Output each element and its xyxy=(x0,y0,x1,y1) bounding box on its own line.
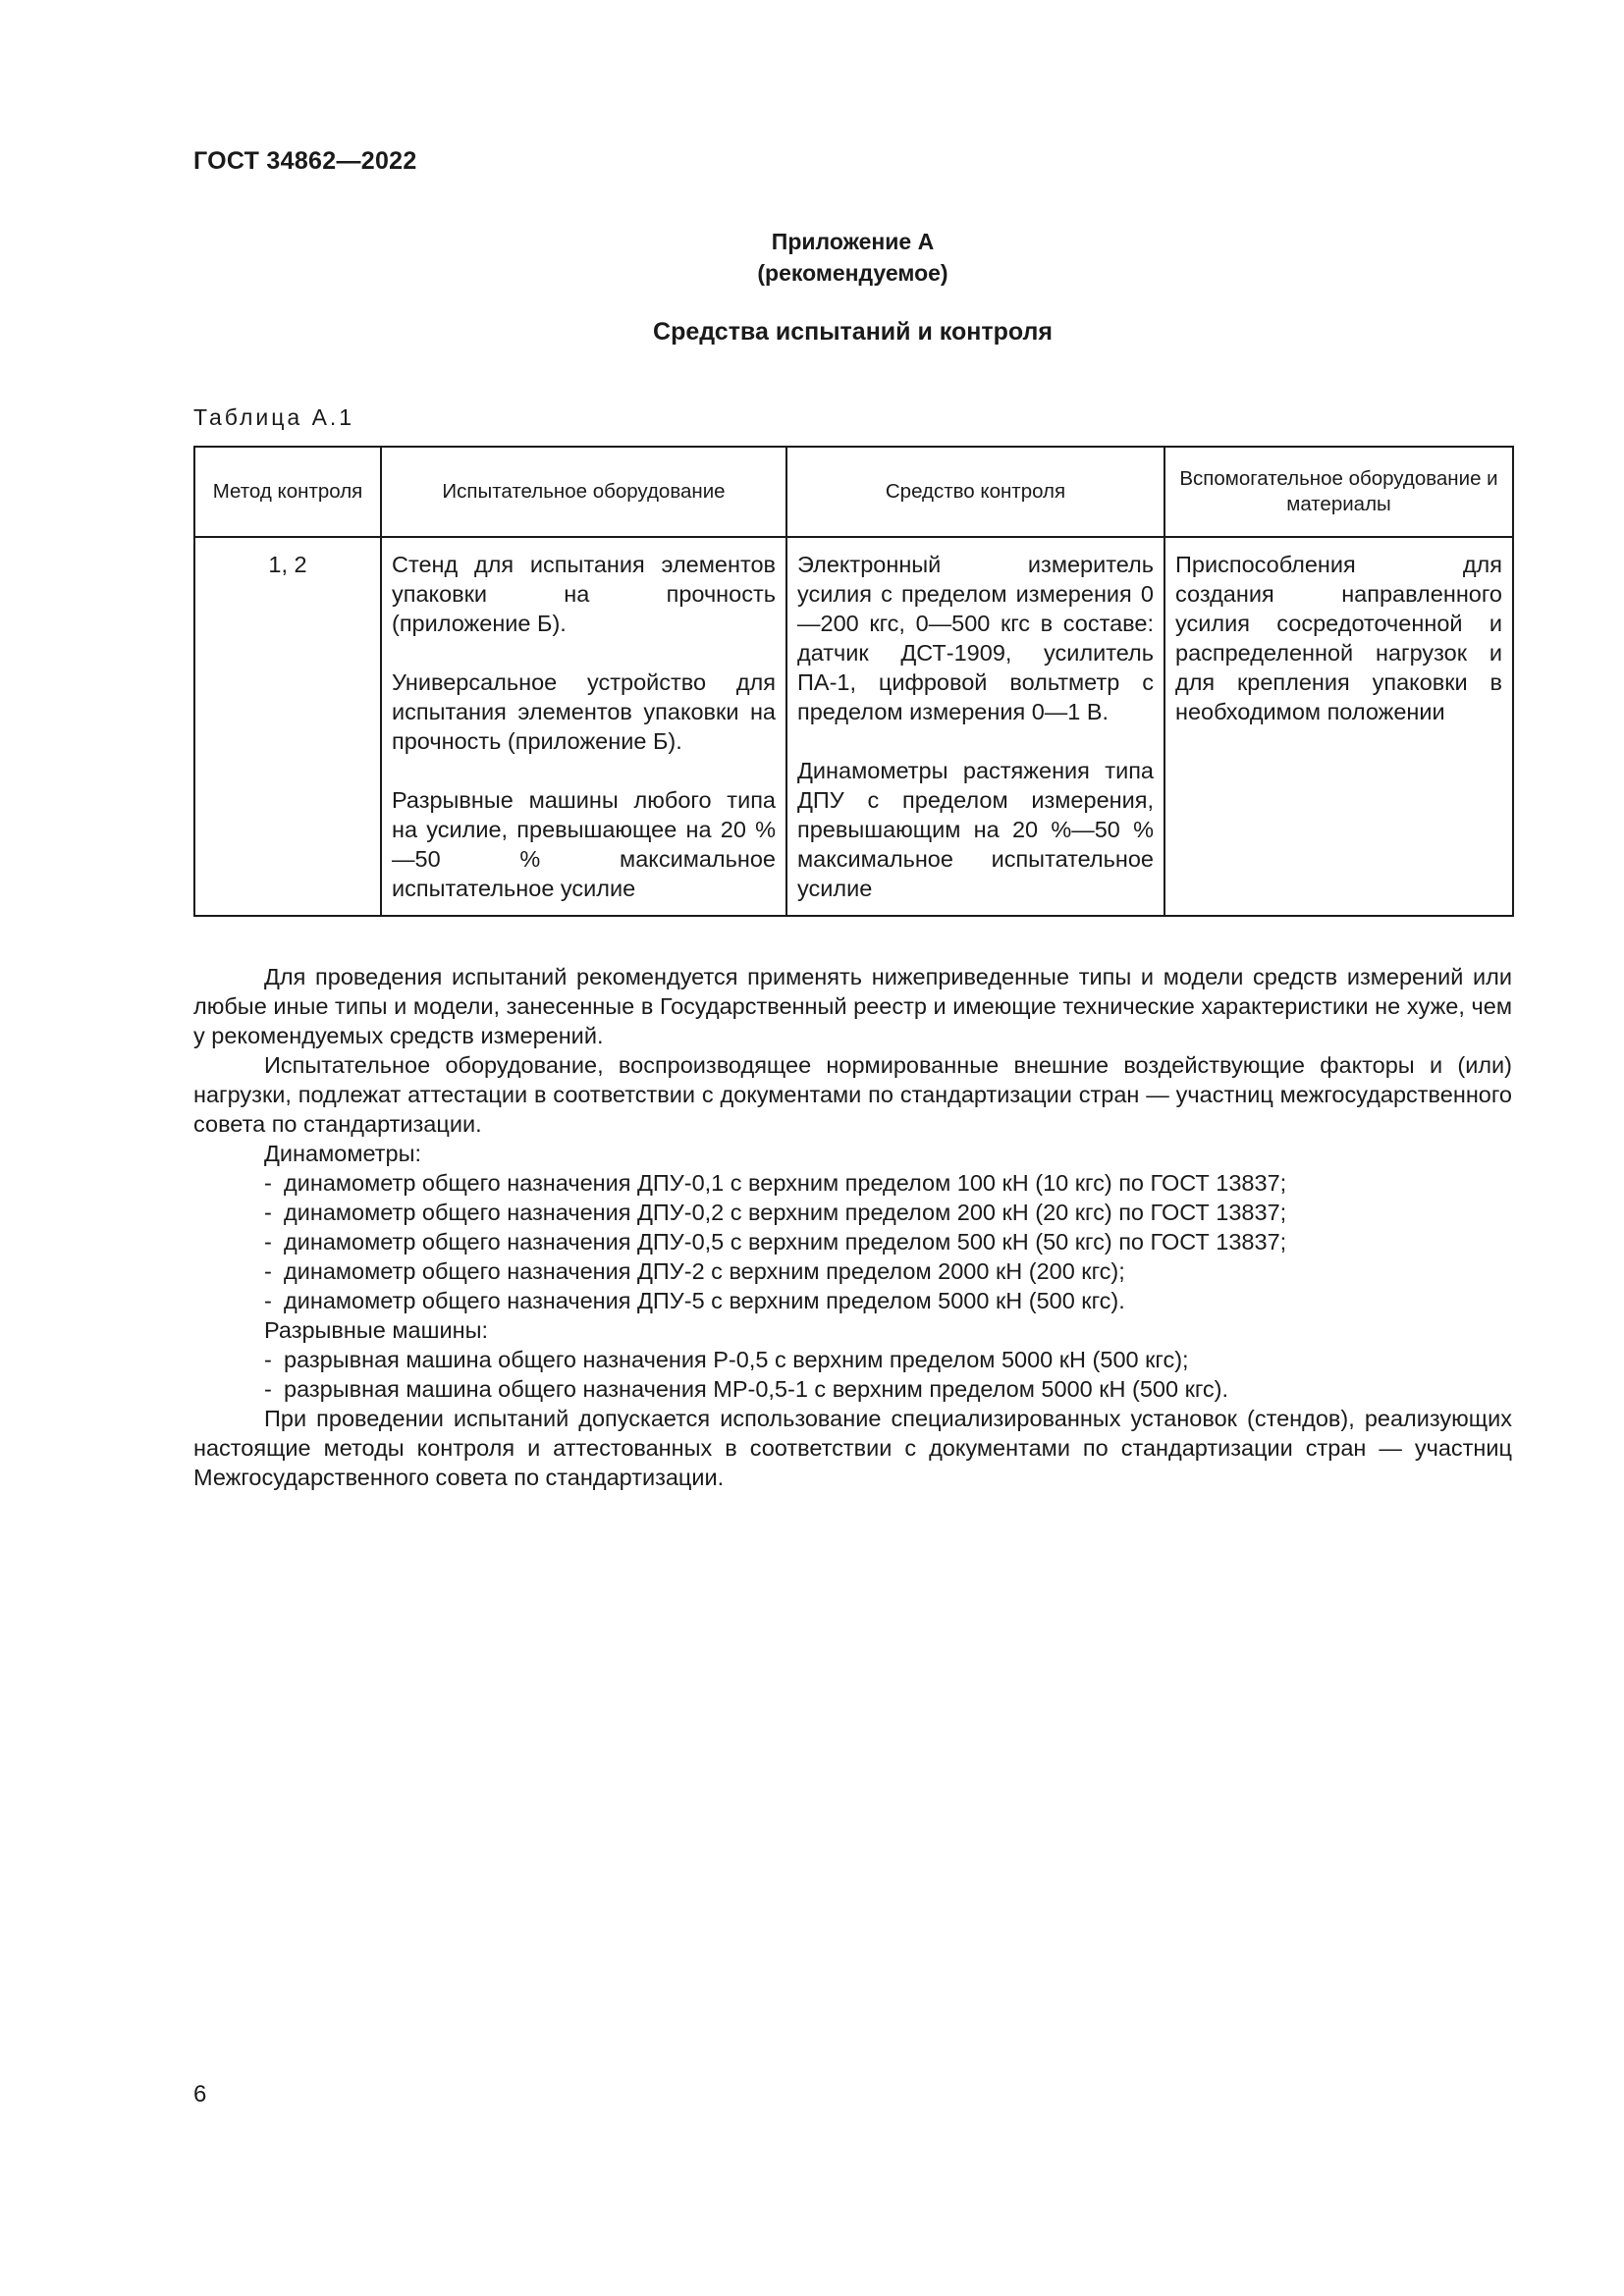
list-item xyxy=(193,1256,1512,1286)
equipment-item: Стенд для испытания элементов упаковки на прочность (приложение Б). xyxy=(392,552,776,636)
list-item xyxy=(193,1374,1512,1404)
section-title: Средства испытаний и контроля xyxy=(653,318,1053,346)
list-item xyxy=(193,1168,1512,1198)
equipment-table xyxy=(193,446,1514,917)
list-item xyxy=(193,1227,1512,1256)
machine-item: разрывная машина общего назначения МР-0,5-1 с верхним пределом 5000 кН (500 кгс). xyxy=(284,1376,1229,1402)
page-number: 6 xyxy=(193,2081,207,2108)
appendix-subtitle: (рекомендуемое) xyxy=(757,260,948,286)
header-control: Средство контроля xyxy=(786,447,1164,537)
cell-auxiliary xyxy=(1164,537,1513,916)
dynamometer-item: динамометр общего назначения ДПУ-0,5 с верхним пределом 500 кН (50 кгс) по ГОСТ 13837; xyxy=(284,1229,1287,1255)
machines-heading: Разрывные машины: xyxy=(264,1317,488,1343)
dash-marker: - xyxy=(264,1229,272,1255)
dash-marker: - xyxy=(264,1347,272,1372)
dash-marker: - xyxy=(264,1288,272,1313)
cell-method: 1, 2 xyxy=(194,537,381,916)
document-id-header: ГОСТ 34862—2022 xyxy=(193,147,417,175)
list-item xyxy=(193,1198,1512,1227)
list-item xyxy=(193,1345,1512,1374)
equipment-item: Универсальное устройство для испытания элементов упаковки на прочность (приложение Б). xyxy=(392,669,776,754)
header-equipment: Испытательное оборудование xyxy=(381,447,786,537)
dynamometer-item: динамометр общего назначения ДПУ-0,1 с верхним пределом 100 кН (10 кгс) по ГОСТ 13837; xyxy=(284,1170,1287,1196)
table-row xyxy=(194,537,1513,916)
cell-equipment xyxy=(381,537,786,916)
control-item: Динамометры растяжения типа ДПУ с пределом измерения, превышающим на 20 %—50 % максимальное испытательное усилие xyxy=(797,758,1154,901)
appendix-title: Приложение А xyxy=(771,229,935,254)
table-label: Таблица А.1 xyxy=(193,404,355,430)
list-item xyxy=(193,1286,1512,1315)
table-header-row xyxy=(194,447,1513,537)
header-method: Метод контроля xyxy=(194,447,381,537)
paragraph-certification: Испытательное оборудование, воспроизводящее нормированные внешние воздействующие факторы и (или) нагрузки, подлежат аттестации в соответствии с документами по стандартизации стран — участниц межгосударственного совета по стандартизации. xyxy=(193,1052,1512,1137)
dash-marker: - xyxy=(264,1376,272,1402)
control-item: Электронный измеритель усилия с пределом измерения 0—200 кгс, 0—500 кгс в составе: датчик ДСТ-1909, усилитель ПА-1, цифровой вольтметр с пределом измерения 0—1 В. xyxy=(797,552,1154,724)
cell-control xyxy=(786,537,1164,916)
auxiliary-item: Приспособления для создания направленного усилия сосредоточенной и распределенной нагрузок и для крепления упаковки в необходимом положении xyxy=(1175,552,1502,724)
body-text xyxy=(193,962,1512,1492)
dynamometer-item: динамометр общего назначения ДПУ-5 с верхним пределом 5000 кН (500 кгс). xyxy=(284,1288,1125,1313)
dynamometer-item: динамометр общего назначения ДПУ-0,2 с верхним пределом 200 кН (20 кгс) по ГОСТ 13837; xyxy=(284,1200,1287,1225)
dash-marker: - xyxy=(264,1258,272,1284)
paragraph-specialized-installations: При проведении испытаний допускается использование специализированных установок (стендов), реализующих настоящие методы контроля и аттестованных в соответствии с документами по стандартизации стран — участниц Межгосударственного совета по стандартизации. xyxy=(193,1406,1512,1490)
dynamometer-item: динамометр общего назначения ДПУ-2 с верхним пределом 2000 кН (200 кгс); xyxy=(284,1258,1125,1284)
dynamometers-heading: Динамометры: xyxy=(264,1141,422,1166)
paragraph-recommendation: Для проведения испытаний рекомендуется применять нижеприведенные типы и модели средств измерений или любые иные типы и модели, занесенные в Государственный реестр и имеющие технические характеристики не хуже, чем у рекомендуемых средств измерений. xyxy=(193,964,1512,1048)
dash-marker: - xyxy=(264,1170,272,1196)
header-auxiliary: Вспомогательное оборудование и материалы xyxy=(1164,447,1513,537)
equipment-item: Разрывные машины любого типа на усилие, превышающее на 20 %—50 % максимальное испытательное усилие xyxy=(392,787,776,901)
machine-item: разрывная машина общего назначения Р-0,5 с верхним пределом 5000 кН (500 кгс); xyxy=(284,1347,1189,1372)
dash-marker: - xyxy=(264,1200,272,1225)
